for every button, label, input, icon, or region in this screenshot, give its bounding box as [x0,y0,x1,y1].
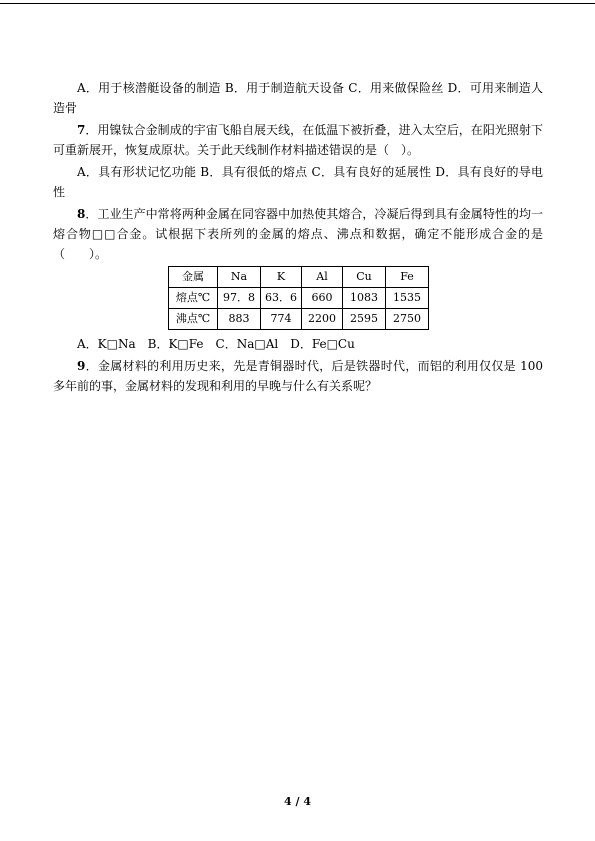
table-cell: 63．6 [261,288,302,309]
table-cell: 2595 [343,309,386,330]
table-cell: 660 [302,288,343,309]
q9-stem: ．金属材料的利用历史来，先是青铜器时代，后是铁器时代，而铝的利用仅仅是 100 多年前的事，金属材料的发现和利用的早晚与什么有关系呢？ [53,359,543,393]
q8-stem: ．工业生产中常将两种金属在同容器中加热使其熔合，冷凝后得到具有金属特性的均一熔合物□□合金。试根据下表所列的金属的熔点、沸点和数据，确定不能形成合金的是（ ）。 [53,207,543,261]
question-7 [53,120,543,160]
q7-number: 7 [77,123,86,137]
table-cell: 2200 [302,309,343,330]
page-content [53,78,543,398]
table-cell: 金属 [169,267,218,288]
table-cell: K [261,267,302,288]
q9-number: 9 [77,359,86,373]
table-cell: 1083 [343,288,386,309]
table-cell: 1535 [386,288,429,309]
table-cell: 2750 [386,309,429,330]
table-cell: 774 [261,309,302,330]
q6-options: A．用于核潜艇设备的制造 B．用于制造航天设备 C．用来做保险丝 D．可用来制造人造骨 [53,81,543,115]
question-8 [53,204,543,264]
question-9 [53,356,543,396]
table-cell: Fe [386,267,429,288]
table-cell: 883 [218,309,261,330]
q8-options: A．K□Na B．K□Fe C．Na□Al D．Fe□Cu [77,337,355,351]
table-cell: 沸点℃ [169,309,218,330]
q8-number: 8 [77,207,86,221]
table-cell: 97．8 [218,288,261,309]
table-row [169,309,429,330]
table-cell: Cu [343,267,386,288]
metal-properties-table [168,266,429,330]
table-cell: Na [218,267,261,288]
table-cell: Al [302,267,343,288]
header-rule [0,3,595,4]
q7-stem: ．用镍钛合金制成的宇宙飞船自展天线，在低温下被折叠，进入太空后，在阳光照射下可重新展开，恢复成原状。关于此天线制作材料描述错误的是（ ）。 [53,123,543,157]
q7-options: A．具有形状记忆功能 B．具有很低的熔点 C．具有良好的延展性 D．具有良好的导电性 [53,165,543,199]
page-number: 4 / 4 [284,795,311,808]
table-cell: 熔点℃ [169,288,218,309]
table-header-row [169,267,429,288]
table-row [169,288,429,309]
